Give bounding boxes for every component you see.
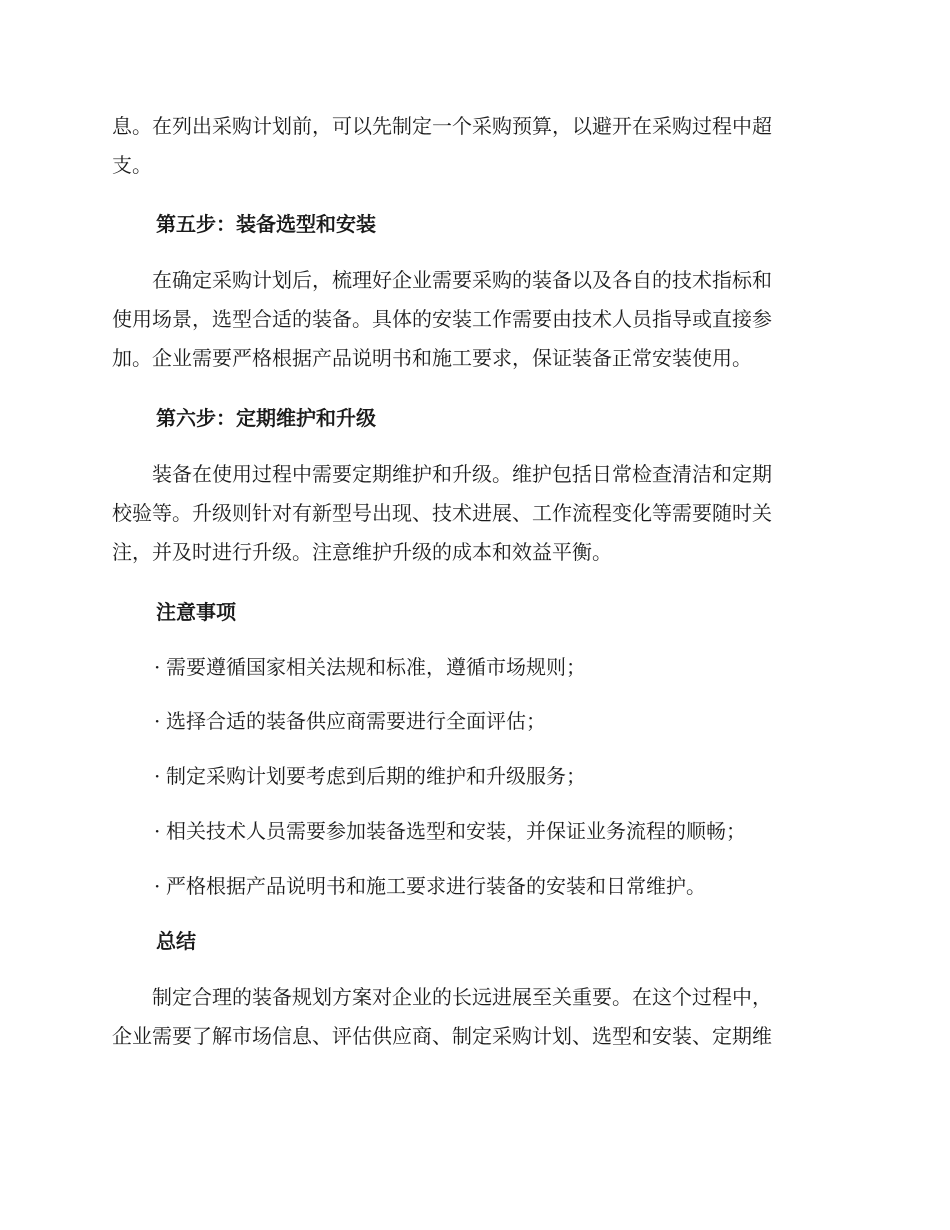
paragraph-line: 在确定采购计划后，梳理好企业需要采购的装备以及各自的技术指标和 (112, 268, 772, 292)
bullet-icon: · (154, 655, 161, 679)
bullet-icon: · (154, 709, 161, 733)
paragraph-line: 装备在使用过程中需要定期维护和升级。维护包括日常检查清洁和定期 (112, 462, 772, 486)
summary-heading: 总结 (156, 929, 196, 953)
list-item (154, 706, 546, 736)
step5-heading: 第五步：装备选型和安装 (156, 212, 376, 236)
summary-paragraph (112, 978, 832, 1056)
paragraph-line: 注，并及时进行升级。注意维护升级的成本和效益平衡。 (112, 540, 612, 564)
paragraph-line: 支。 (112, 153, 152, 177)
list-item (154, 816, 746, 846)
list-item-text: 相关技术人员需要参加装备选型和安装，并保证业务流程的顺畅； (166, 819, 746, 843)
step6-paragraph (112, 455, 832, 572)
list-item-text: 需要遵循国家相关法规和标准，遵循市场规则； (166, 655, 586, 679)
list-item (154, 652, 586, 682)
list-item-text: 选择合适的装备供应商需要进行全面评估； (166, 709, 546, 733)
step6-heading: 第六步：定期维护和升级 (156, 406, 376, 430)
bullet-icon: · (154, 874, 161, 898)
step5-paragraph (112, 261, 832, 378)
paragraph-line: 校验等。升级则针对有新型号出现、技术进展、工作流程变化等需要随时关 (112, 501, 772, 525)
paragraph-line: 制定合理的装备规划方案对企业的长远进展至关重要。在这个过程中， (112, 985, 772, 1009)
notes-heading: 注意事项 (156, 600, 236, 624)
bullet-icon: · (154, 764, 161, 788)
list-item-text: 严格根据产品说明书和施工要求进行装备的安装和日常维护。 (166, 874, 706, 898)
continuation-paragraph (112, 107, 832, 185)
paragraph-line: 使用场景，选型合适的装备。具体的安装工作需要由技术人员指导或直接参 (112, 307, 772, 331)
list-item (154, 871, 706, 901)
paragraph-line: 企业需要了解市场信息、评估供应商、制定采购计划、选型和安装、定期维 (112, 1024, 772, 1048)
list-item (154, 761, 586, 791)
paragraph-line: 加。企业需要严格根据产品说明书和施工要求，保证装备正常安装使用。 (112, 346, 752, 370)
paragraph-line: 息。在列出采购计划前，可以先制定一个采购预算，以避开在采购过程中超 (112, 114, 772, 138)
list-item-text: 制定采购计划要考虑到后期的维护和升级服务； (166, 764, 586, 788)
bullet-icon: · (154, 819, 161, 843)
